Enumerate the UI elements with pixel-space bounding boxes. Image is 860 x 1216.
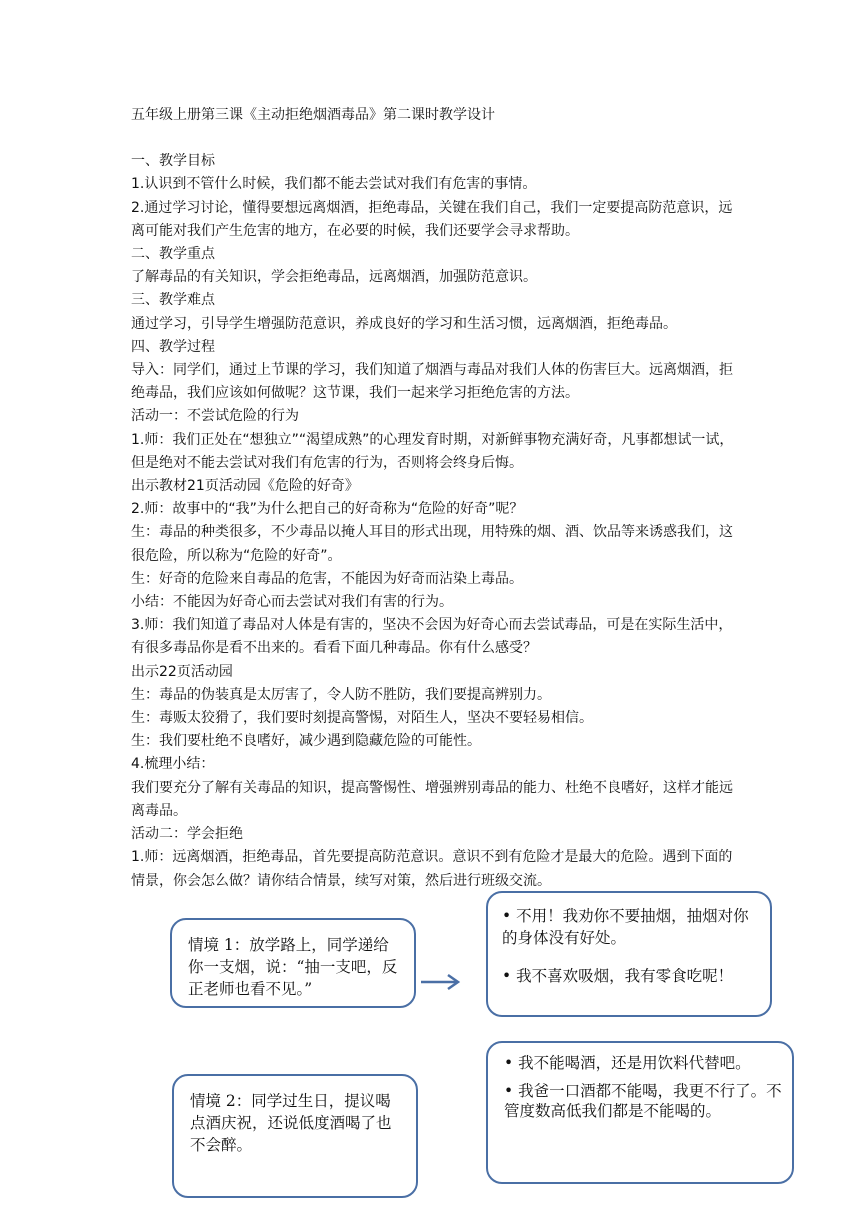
- paragraph: 出示22页活动园: [131, 663, 233, 680]
- paragraph: 生：毒品的种类很多，不少毒品以掩人耳目的形式出现，用特殊的烟、酒、饮品等来诱惑我们，这很危险，所以称为“危险的好奇”。: [131, 524, 733, 564]
- response-item: • 不用！我劝你不要抽烟，抽烟对你的身体没有好处。: [502, 907, 749, 947]
- paragraph: 生：我们要杜绝不良嗜好，减少遇到隐藏危险的可能性。: [131, 733, 481, 750]
- paragraph: 4.梳理小结：: [131, 756, 215, 773]
- activity-heading: 活动二：学会拒绝: [131, 826, 243, 843]
- response-item: • 我不喜欢吸烟，我有零食吃呢！: [502, 967, 734, 985]
- response-box-2: [486, 1041, 794, 1184]
- paragraph: 生：毒品的伪装真是太厉害了，令人防不胜防，我们要提高辨别力。: [131, 686, 551, 703]
- right-arrow-icon: [420, 972, 462, 992]
- heading-process: 四、教学过程: [131, 338, 215, 355]
- paragraph: 小结：不能因为好奇心而去尝试对我们有害的行为。: [131, 594, 453, 611]
- response-item: • 我爸一口酒都不能喝，我更不行了。不管度数高低我们都是不能喝的。: [504, 1082, 782, 1120]
- activity-heading: 活动一：不尝试危险的行为: [131, 408, 299, 425]
- paragraph: 生：好奇的危险来自毒品的危害，不能因为好奇而沾染上毒品。: [131, 570, 523, 587]
- paragraph: 出示教材21页活动园《危险的好奇》: [131, 478, 359, 495]
- scenario-text: 情境 1：放学路上，同学递给你一支烟，说：“抽一支吧，反正老师也看不见。”: [188, 936, 398, 998]
- scenario-text: 情境 2：同学过生日，提议喝点酒庆祝，还说低度酒喝了也不会醉。: [190, 1092, 392, 1154]
- paragraph: 1.师：我们正处在“想独立”“渴望成熟”的心理发育时期，对新鲜事物充满好奇，凡事都想试一试，但是绝对不能去尝试对我们有危害的行为，否则将会终身后悔。: [131, 431, 734, 471]
- paragraph: 2.师：故事中的“我”为什么把自己的好奇称为“危险的好奇”呢？: [131, 501, 524, 518]
- paragraph: 生：毒贩太狡猾了，我们要时刻提高警惕，对陌生人，坚决不要轻易相信。: [131, 710, 593, 727]
- document-title: 五年级上册第三课《主动拒绝烟酒毒品》第二课时教学设计: [131, 107, 495, 123]
- scenario-box-2: [172, 1074, 418, 1198]
- paragraph: 3.师：我们知道了毒品对人体是有害的，坚决不会因为好奇心而去尝试毒品，可是在实际生活中，有很多毒品你是看不出来的。看看下面几种毒品。你有什么感受？: [131, 617, 733, 657]
- paragraph: 我们要充分了解有关毒品的知识，提高警惕性、增强辨别毒品的能力、杜绝不良嗜好，这样才能远离毒品。: [131, 779, 733, 819]
- heading-objectives: 一、教学目标: [131, 153, 215, 170]
- scenario-box-1: [170, 918, 416, 1008]
- paragraph: 通过学习，引导学生增强防范意识，养成良好的学习和生活习惯，远离烟酒，拒绝毒品。: [131, 315, 677, 332]
- document-body: [131, 104, 741, 893]
- paragraph: 1.师：远离烟酒，拒绝毒品，首先要提高防范意识。意识不到有危险才是最大的危险。遇到下面的情景，你会怎么做？请你结合情景，续写对策，然后进行班级交流。: [131, 849, 733, 889]
- paragraph: 了解毒品的有关知识，学会拒绝毒品，远离烟酒，加强防范意识。: [131, 269, 537, 286]
- paragraph: 2.通过学习讨论，懂得要想远离烟酒，拒绝毒品，关键在我们自己，我们一定要提高防范意识，远离可能对我们产生危害的地方，在必要的时候，我们还要学会寻求帮助。: [131, 199, 733, 239]
- paragraph: 1.认识到不管什么时候，我们都不能去尝试对我们有危害的事情。: [131, 176, 537, 193]
- heading-difficulties: 三、教学难点: [131, 292, 215, 309]
- response-item: • 我不能喝酒，还是用饮料代替吧。: [504, 1054, 751, 1072]
- paragraph: 导入：同学们，通过上节课的学习，我们知道了烟酒与毒品对我们人体的伤害巨大。远离烟酒，拒绝毒品，我们应该如何做呢？这节课，我们一起来学习拒绝危害的方法。: [131, 362, 733, 402]
- heading-key-points: 二、教学重点: [131, 246, 215, 263]
- response-box-1: [486, 891, 772, 1017]
